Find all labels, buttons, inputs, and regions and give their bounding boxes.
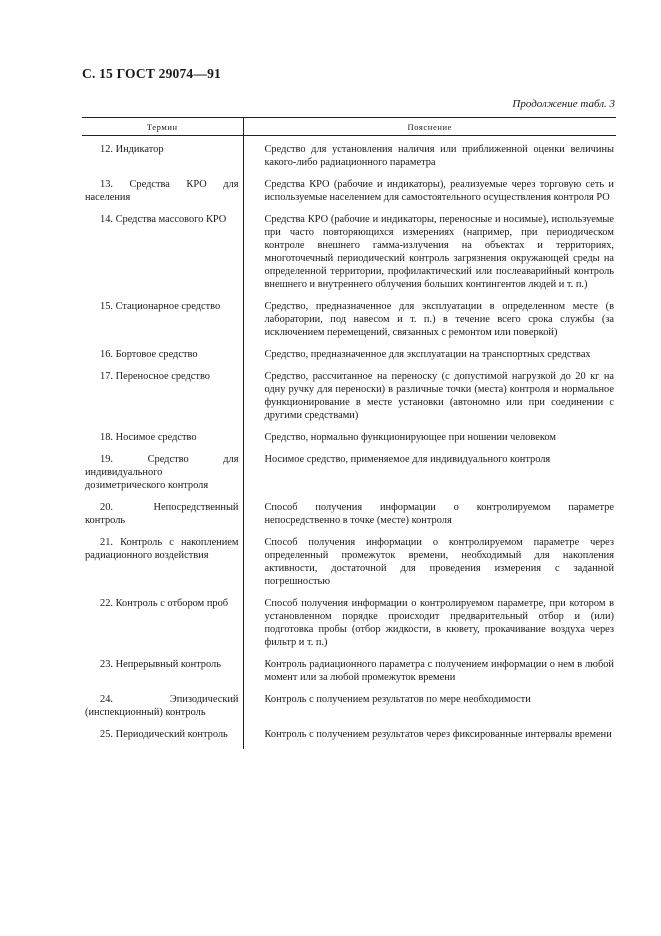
term-cell: 21. Контроль с накоплением радиационного воздействия <box>85 537 239 561</box>
table-row <box>82 169 616 204</box>
table-row <box>82 684 616 719</box>
term-cell: 14. Средства массового КРО <box>100 214 227 225</box>
column-header-term: Термин <box>82 118 243 136</box>
terms-table <box>82 117 616 749</box>
table-row <box>82 361 616 422</box>
explanation-cell: Контроль радиационного параметра с получением информации о нем в любой момент или за любой промежуток времени <box>264 659 614 683</box>
term-cell: 18. Носимое средство <box>100 432 197 443</box>
table-row <box>82 588 616 649</box>
table-row <box>82 422 616 444</box>
explanation-cell: Способ получения информации о контролируемом параметре, при котором в установленном порядке происходит предварительный отбор и (или) подготовка пробы (отбор жидкости, в кювету, прокачивание воздуха через фильтр и т. п.) <box>264 598 614 648</box>
term-cell: 20. Непосредственный контроль <box>85 502 239 526</box>
explanation-cell: Контроль с получением результатов через фиксированные интервалы времени <box>264 729 612 740</box>
table-body <box>82 136 616 750</box>
term-cell: 19. Средство для индивидуального дозиметрического контроля <box>85 454 239 491</box>
table-row <box>82 444 616 492</box>
table-bottom-spacer <box>82 741 616 749</box>
term-cell: 23. Непрерывный контроль <box>100 659 221 670</box>
table-header-row <box>82 118 616 136</box>
explanation-cell: Средства КРО (рабочие и индикаторы), реализуемые через торговую сеть и используемые населением для самостоятельного осуществления контроля РО <box>264 179 614 203</box>
table-row <box>82 527 616 588</box>
explanation-cell: Средство для установления наличия или приближенной оценки величины какого-либо радиационного параметра <box>264 144 614 168</box>
term-cell: 25. Периодический контроль <box>100 729 228 740</box>
table-row <box>82 204 616 291</box>
table-row <box>82 339 616 361</box>
table-continuation-note: Продолжение табл. 3 <box>512 98 615 110</box>
page-header: С. 15 ГОСТ 29074—91 <box>82 66 221 81</box>
term-cell: 17. Переносное средство <box>100 371 210 382</box>
explanation-cell: Средства КРО (рабочие и индикаторы, переносные и носимые), используемые при часто повторяющихся измерениях (например, при периодическом контроле внешнего гамма-излучения на объектах и территориях, многоточечный периодический контроль загрязнения окружающей среды на определенной территории, профилактический или послеаварийный контроль внешнего и внутреннего облучения больших контингентов людей и т. п.) <box>264 214 614 290</box>
explanation-cell: Носимое средство, применяемое для индивидуального контроля <box>264 454 551 465</box>
table-row <box>82 136 616 170</box>
table-row <box>82 649 616 684</box>
term-cell: 15. Стационарное средство <box>100 301 221 312</box>
explanation-cell: Контроль с получением результатов по мере необходимости <box>264 694 531 705</box>
explanation-cell: Способ получения информации о контролируемом параметре через определенный промежуток времени, необходимый для накопления активности, достаточной для проведения измерения с заданной погрешностью <box>264 537 614 587</box>
table-row <box>82 492 616 527</box>
explanation-cell: Средство, рассчитанное на переноску (с допустимой нагрузкой до 20 кг на одну ручку для переноски) в различные точки (места) контроля и нормальное функционирование в месте установки (автономно или при соединении с другими средствами) <box>264 371 614 421</box>
term-cell: 12. Индикатор <box>100 144 164 155</box>
explanation-cell: Средство, предназначенное для эксплуатации на транспортных средствах <box>264 349 591 360</box>
explanation-cell: Способ получения информации о контролируемом параметре непосредственно в точке (месте) контроля <box>264 502 614 526</box>
column-header-explanation: Пояснение <box>243 118 616 136</box>
table-row <box>82 291 616 339</box>
term-cell: 16. Бортовое средство <box>100 349 198 360</box>
table-row <box>82 719 616 741</box>
term-cell: 22. Контроль с отбором проб <box>100 598 229 609</box>
explanation-cell: Средство, нормально функционирующее при ношении человеком <box>264 432 556 443</box>
explanation-cell: Средство, предназначенное для эксплуатации в определенном месте (в лаборатории, под навесом и т. п.) в течение всего срока службы (за исключением перемещений, связанных с ремонтом или поверкой) <box>264 301 614 338</box>
term-cell: 13. Средства КРО для населения <box>85 179 239 203</box>
term-cell: 24. Эпизодический (инспекционный) контроль <box>85 694 239 718</box>
